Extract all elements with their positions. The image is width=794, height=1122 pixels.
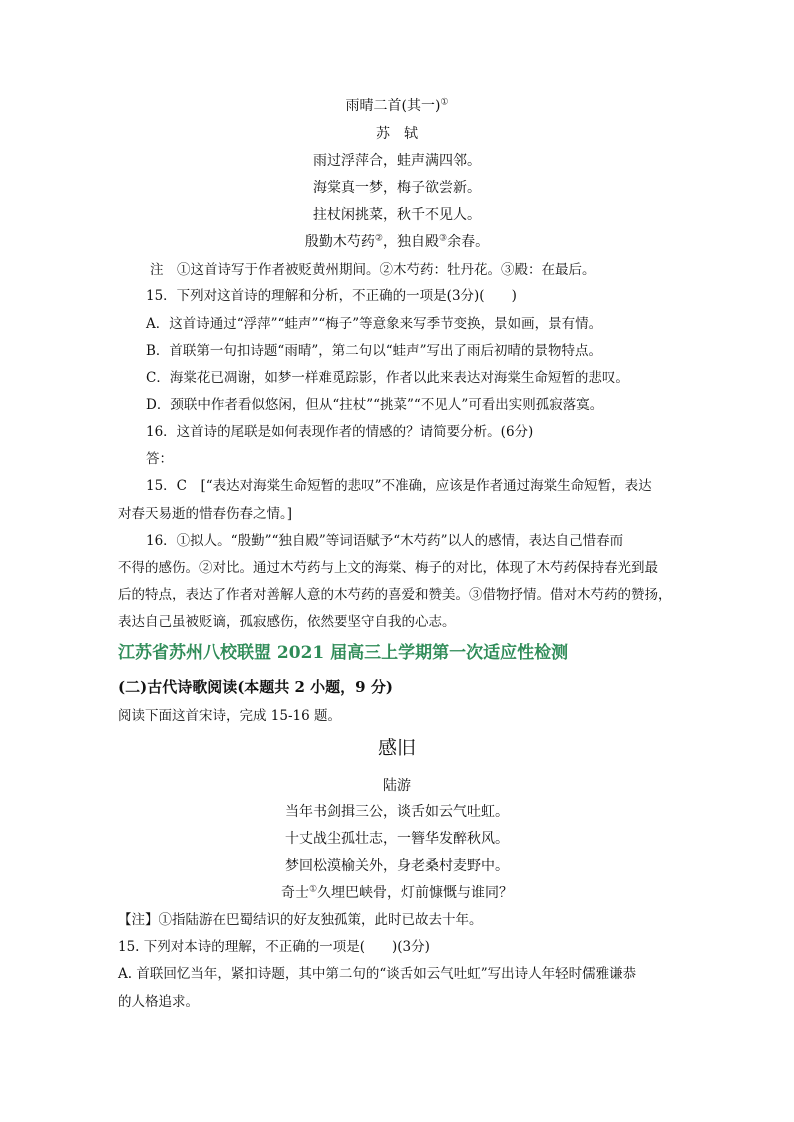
q15b-stem: 15. 下列对本诗的理解，不正确的一项是( )(3分) xyxy=(118,939,430,955)
note-mark: ② xyxy=(374,233,383,244)
answer-15-line: 对春天易逝的惜春伤春之情。] xyxy=(118,506,293,522)
answer-label: 答： xyxy=(146,451,173,467)
poem2-line: 十丈战尘孤壮志，一簪华发醉秋风。 xyxy=(285,831,509,847)
poem1-last-line: 殷勤木芍药②，独自殿③余春。 xyxy=(304,233,490,250)
poem1-line: 海棠真一梦，梅子欲尝新。 xyxy=(313,180,481,196)
poem2-line: 当年书剑揖三公，谈舌如云气吐虹。 xyxy=(285,804,509,820)
q15b-option-a-line: 的人格追求。 xyxy=(118,994,199,1010)
poem1-title-text: 雨晴二首(其一) xyxy=(345,98,441,114)
answer-16-line: 16．①拟人。“殷勤”“独自殿”等词语赋予“木芍药”以人的感情，表达自己惜春而 xyxy=(146,533,624,549)
q15b-option-a-line: A. 首联回忆当年，紧扣诗题，其中第二句的“谈舌如云气吐虹”写出诗人年轻时儒雅谦恭 xyxy=(118,966,637,982)
section-instruction: 阅读下面这首宋诗，完成 15-16 题。 xyxy=(118,708,342,724)
poem2-line: 梦回松漠榆关外，身老桑村麦野中。 xyxy=(285,858,509,874)
poem1-author: 苏 轼 xyxy=(376,126,418,142)
poem2-note: 【注】①指陆游在巴蜀结识的好友独孤策，此时已故去十年。 xyxy=(118,912,483,928)
q15-option-c: C．海棠花已凋谢，如梦一样难觅踪影，作者以此来表达对海棠生命短暂的悲叹。 xyxy=(146,370,629,386)
q15-stem: 15．下列对这首诗的理解和分析，不正确的一项是(3分)( ) xyxy=(146,288,517,304)
q15-option-b: B．首联第一句扣诗题“雨晴”，第二句以“蛙声”写出了雨后初晴的景物特点。 xyxy=(146,343,603,359)
poem2-author: 陆游 xyxy=(383,778,411,794)
poem1-line: 雨过浮萍合，蛙声满四邻。 xyxy=(313,153,481,169)
poem1-note: 注 ①这首诗写于作者被贬黄州期间。②木芍药：牡丹花。③殿：在最后。 xyxy=(150,262,596,278)
section-subheading: (二)古代诗歌阅读(本题共 2 小题，9 分) xyxy=(118,678,393,696)
q15-option-a: A．这首诗通过“浮萍”“蛙声”“梅子”等意象来写季节变换，景如画，景有情。 xyxy=(146,316,603,332)
poem1-line: 拄杖闲挑菜，秋千不见人。 xyxy=(313,207,481,223)
note-mark: ③ xyxy=(439,233,448,244)
note-mark: ① xyxy=(308,884,318,895)
answer-16-line: 表达自己虽被贬谪，孤寂感伤，依然要坚守自我的心志。 xyxy=(118,614,456,630)
q16-stem: 16．这首诗的尾联是如何表现作者的情感的？请简要分析。(6分) xyxy=(146,424,534,440)
poem2-title: 感旧 xyxy=(377,737,416,759)
answer-16-line: 后的特点，表达了作者对善解人意的木芍药的喜爱和赞美。③借物抒情。借对木芍药的赞扬， xyxy=(118,587,672,603)
poem1-title-note-mark: ① xyxy=(440,97,449,108)
q15-option-d: D．颈联中作者看似悠闲，但从“拄杖”“挑菜”“不见人”可看出实则孤寂落寞。 xyxy=(146,397,604,413)
answer-16-line: 不得的感伤。②对比。通过木芍药与上文的海棠、梅子的对比，体现了木芍药保持春光到最 xyxy=(118,560,658,576)
poem1-title xyxy=(0,96,794,116)
poem2-last-line: 奇士①久埋巴峡骨，灯前慷慨与谁同？ xyxy=(280,884,514,901)
section-heading: 江苏省苏州八校联盟 2021 届高三上学期第一次适应性检测 xyxy=(118,643,569,663)
answer-15-line: 15．C [“表达对海棠生命短暂的悲叹”不准确，应该是作者通过海棠生命短暂，表达 xyxy=(146,478,652,494)
